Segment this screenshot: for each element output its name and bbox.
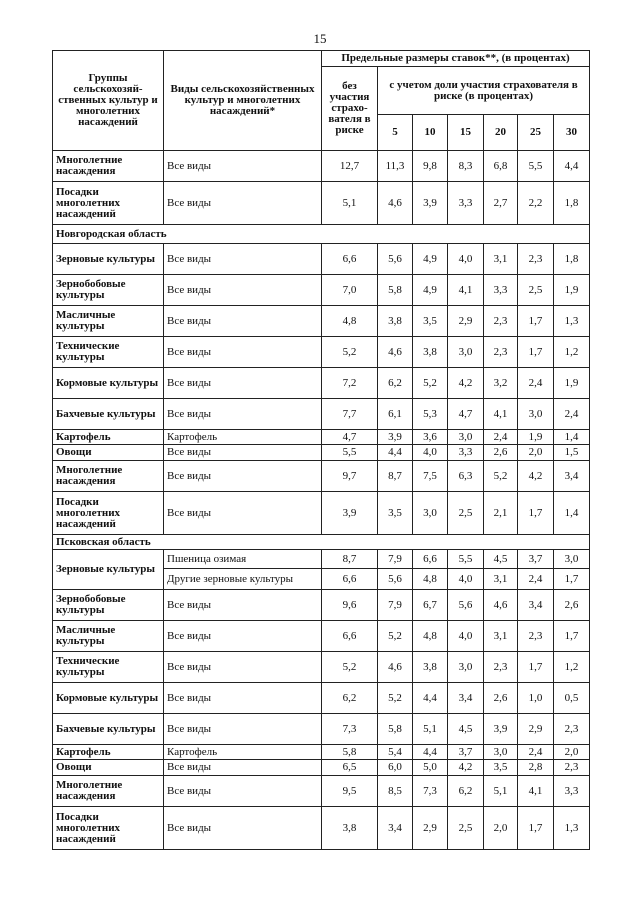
rate-value-cell: 8,5 — [378, 776, 413, 807]
rate-value-cell: 4,6 — [484, 590, 518, 621]
crop-kind-cell: Все виды — [164, 776, 322, 807]
rate-value-cell: 4,0 — [413, 445, 448, 461]
crop-group-cell: Посадки многолетних насаждений — [53, 492, 164, 535]
rate-value-cell: 3,8 — [378, 306, 413, 337]
rate-value-cell: 3,3 — [448, 182, 484, 225]
table-row — [53, 652, 590, 683]
rate-value-cell: 4,6 — [378, 182, 413, 225]
rate-value-cell: 1,8 — [554, 244, 590, 275]
rate-value-cell: 2,4 — [554, 399, 590, 430]
rate-value-cell: 3,9 — [484, 714, 518, 745]
rate-value-cell: 3,0 — [484, 745, 518, 760]
crop-kind-cell: Пшеница озимая — [164, 550, 322, 569]
rate-value-cell: 5,2 — [378, 621, 413, 652]
insurance-rates-table — [52, 50, 590, 850]
crop-group-cell: Картофель — [53, 745, 164, 760]
rate-value-cell: 4,0 — [448, 569, 484, 590]
crop-kind-cell: Все виды — [164, 652, 322, 683]
rate-value-cell: 5,2 — [484, 461, 518, 492]
crop-group-cell: Картофель — [53, 430, 164, 445]
rate-value-cell: 5,8 — [378, 275, 413, 306]
region-row — [53, 535, 590, 550]
rate-value-cell: 6,8 — [484, 151, 518, 182]
rate-value-cell: 5,2 — [413, 368, 448, 399]
header-kind-cell: Виды сельскохозяйственных культур и многолетних насаждений* — [164, 51, 322, 151]
rate-value-cell: 5,0 — [413, 760, 448, 776]
table-row — [53, 550, 590, 569]
rate-value-cell: 2,3 — [554, 714, 590, 745]
table-row — [53, 445, 590, 461]
rate-value-cell: 2,0 — [518, 445, 554, 461]
table-row — [53, 275, 590, 306]
rate-value-cell: 1,7 — [518, 306, 554, 337]
rate-value-cell: 4,4 — [554, 151, 590, 182]
table-row — [53, 430, 590, 445]
rate-value-cell: 8,7 — [378, 461, 413, 492]
rate-value-cell: 2,4 — [484, 430, 518, 445]
crop-group-cell: Бахчевые культуры — [53, 714, 164, 745]
rate-value-cell: 6,5 — [322, 760, 378, 776]
rate-value-cell: 2,0 — [484, 807, 518, 850]
rate-value-cell: 7,5 — [413, 461, 448, 492]
rate-value-cell: 4,1 — [448, 275, 484, 306]
crop-group-cell: Посадки многолетних насаждений — [53, 807, 164, 850]
table-row — [53, 745, 590, 760]
table-row — [53, 306, 590, 337]
crop-kind-cell: Все виды — [164, 760, 322, 776]
rate-value-cell: 3,8 — [413, 337, 448, 368]
crop-group-cell: Технические культуры — [53, 652, 164, 683]
rate-value-cell: 4,0 — [448, 621, 484, 652]
rate-value-cell: 8,7 — [322, 550, 378, 569]
crop-kind-cell: Все виды — [164, 399, 322, 430]
header-group-cell: Группы сельскохозяй-ственных культур и многолетних насаждений — [53, 51, 164, 151]
rate-value-cell: 4,8 — [322, 306, 378, 337]
rate-value-cell: 2,3 — [484, 337, 518, 368]
rate-value-cell: 3,9 — [322, 492, 378, 535]
table-row — [53, 807, 590, 850]
table-row — [53, 776, 590, 807]
rate-value-cell: 1,3 — [554, 807, 590, 850]
rate-value-cell: 3,1 — [484, 244, 518, 275]
rate-value-cell: 3,0 — [448, 430, 484, 445]
rate-value-cell: 5,4 — [378, 745, 413, 760]
rate-value-cell: 6,6 — [322, 569, 378, 590]
rate-value-cell: 7,7 — [322, 399, 378, 430]
rate-value-cell: 2,3 — [518, 621, 554, 652]
crop-kind-cell: Другие зерновые культуры — [164, 569, 322, 590]
rate-value-cell: 6,0 — [378, 760, 413, 776]
rate-value-cell: 6,6 — [322, 621, 378, 652]
table-row — [53, 492, 590, 535]
rate-value-cell: 3,5 — [378, 492, 413, 535]
crop-kind-cell: Все виды — [164, 306, 322, 337]
crop-kind-cell: Все виды — [164, 368, 322, 399]
crop-kind-cell: Все виды — [164, 714, 322, 745]
rate-value-cell: 2,3 — [518, 244, 554, 275]
crop-group-cell: Масличные культуры — [53, 621, 164, 652]
rate-value-cell: 3,9 — [413, 182, 448, 225]
rate-value-cell: 2,4 — [518, 569, 554, 590]
table-row — [53, 399, 590, 430]
rate-value-cell: 5,2 — [378, 683, 413, 714]
crop-kind-cell: Все виды — [164, 445, 322, 461]
rate-value-cell: 2,5 — [448, 492, 484, 535]
rate-value-cell: 3,8 — [322, 807, 378, 850]
rate-value-cell: 2,6 — [484, 445, 518, 461]
rate-value-cell: 1,8 — [554, 182, 590, 225]
rate-value-cell: 3,2 — [484, 368, 518, 399]
rate-value-cell: 6,7 — [413, 590, 448, 621]
region-name: Псковская область — [53, 535, 590, 550]
crop-kind-cell: Все виды — [164, 275, 322, 306]
table-row — [53, 621, 590, 652]
rate-value-cell: 7,9 — [378, 550, 413, 569]
rate-value-cell: 5,1 — [322, 182, 378, 225]
rate-value-cell: 5,3 — [413, 399, 448, 430]
table-row — [53, 590, 590, 621]
crop-kind-cell: Все виды — [164, 807, 322, 850]
table-row — [53, 461, 590, 492]
rate-value-cell: 3,4 — [554, 461, 590, 492]
rate-value-cell: 5,6 — [378, 244, 413, 275]
header-share-level: 25 — [518, 115, 554, 151]
rate-value-cell: 1,4 — [554, 492, 590, 535]
rate-value-cell: 2,4 — [518, 368, 554, 399]
region-row — [53, 225, 590, 244]
crop-group-cell: Кормовые культуры — [53, 368, 164, 399]
rate-value-cell: 4,7 — [448, 399, 484, 430]
rate-value-cell: 2,5 — [448, 807, 484, 850]
rate-value-cell: 5,8 — [322, 745, 378, 760]
rate-value-cell: 3,7 — [448, 745, 484, 760]
crop-group-cell: Зернобобовые культуры — [53, 275, 164, 306]
rate-value-cell: 1,0 — [518, 683, 554, 714]
table-row — [53, 683, 590, 714]
rate-value-cell: 1,4 — [554, 430, 590, 445]
crop-kind-cell: Все виды — [164, 621, 322, 652]
rate-value-cell: 1,7 — [554, 621, 590, 652]
rate-value-cell: 8,3 — [448, 151, 484, 182]
page-number: 15 — [313, 31, 327, 46]
rate-value-cell: 5,6 — [378, 569, 413, 590]
rate-value-cell: 5,1 — [484, 776, 518, 807]
rate-value-cell: 9,6 — [322, 590, 378, 621]
crop-kind-cell: Картофель — [164, 745, 322, 760]
rate-value-cell: 5,5 — [518, 151, 554, 182]
header-share-level: 20 — [484, 115, 518, 151]
rate-value-cell: 6,2 — [322, 683, 378, 714]
rate-value-cell: 2,2 — [518, 182, 554, 225]
region-name: Новгородская область — [53, 225, 590, 244]
rate-value-cell: 5,8 — [378, 714, 413, 745]
rate-value-cell: 4,2 — [448, 760, 484, 776]
rate-value-cell: 2,7 — [484, 182, 518, 225]
rate-value-cell: 6,6 — [413, 550, 448, 569]
rate-value-cell: 3,3 — [484, 275, 518, 306]
crop-kind-cell: Все виды — [164, 337, 322, 368]
rate-value-cell: 4,4 — [413, 683, 448, 714]
rate-value-cell: 3,4 — [448, 683, 484, 714]
rate-value-cell: 1,3 — [554, 306, 590, 337]
rate-value-cell: 7,3 — [322, 714, 378, 745]
crop-group-cell: Многолетние насаждения — [53, 461, 164, 492]
rate-value-cell: 3,1 — [484, 569, 518, 590]
rate-value-cell: 2,9 — [518, 714, 554, 745]
crop-kind-cell: Все виды — [164, 182, 322, 225]
rate-value-cell: 3,0 — [448, 652, 484, 683]
rate-value-cell: 11,3 — [378, 151, 413, 182]
header-share-level: 15 — [448, 115, 484, 151]
table-row — [53, 368, 590, 399]
rate-value-cell: 7,3 — [413, 776, 448, 807]
rate-value-cell: 1,9 — [518, 430, 554, 445]
rate-value-cell: 1,7 — [518, 337, 554, 368]
rate-value-cell: 1,2 — [554, 337, 590, 368]
rate-value-cell: 6,2 — [448, 776, 484, 807]
table-row — [53, 760, 590, 776]
crop-kind-cell: Все виды — [164, 683, 322, 714]
rate-value-cell: 7,9 — [378, 590, 413, 621]
rate-value-cell: 1,7 — [518, 652, 554, 683]
rate-value-cell: 2,1 — [484, 492, 518, 535]
header-with-participation: с учетом доли участия страхователя в риске (в процентах) — [378, 67, 590, 115]
rate-value-cell: 9,8 — [413, 151, 448, 182]
rate-value-cell: 4,1 — [484, 399, 518, 430]
rate-value-cell: 6,3 — [448, 461, 484, 492]
rate-value-cell: 4,2 — [518, 461, 554, 492]
rate-value-cell: 2,9 — [448, 306, 484, 337]
rate-value-cell: 4,2 — [448, 368, 484, 399]
rate-value-cell: 3,0 — [448, 337, 484, 368]
rate-value-cell: 4,4 — [413, 745, 448, 760]
rate-value-cell: 4,4 — [378, 445, 413, 461]
rate-value-cell: 2,3 — [484, 306, 518, 337]
crop-kind-cell: Все виды — [164, 492, 322, 535]
table-row — [53, 337, 590, 368]
rate-value-cell: 4,8 — [413, 621, 448, 652]
rate-value-cell: 2,4 — [518, 745, 554, 760]
crop-group-cell: Зерновые культуры — [53, 244, 164, 275]
rate-value-cell: 2,6 — [484, 683, 518, 714]
rate-value-cell: 7,2 — [322, 368, 378, 399]
rate-value-cell: 6,1 — [378, 399, 413, 430]
crop-group-cell: Кормовые культуры — [53, 683, 164, 714]
rate-value-cell: 1,9 — [554, 275, 590, 306]
rate-value-cell: 2,9 — [413, 807, 448, 850]
rate-value-cell: 6,6 — [322, 244, 378, 275]
crop-kind-cell: Все виды — [164, 244, 322, 275]
table-row — [53, 714, 590, 745]
crop-kind-cell: Все виды — [164, 461, 322, 492]
rate-value-cell: 1,7 — [554, 569, 590, 590]
rate-value-cell: 4,8 — [413, 569, 448, 590]
rate-value-cell: 3,5 — [413, 306, 448, 337]
rate-value-cell: 5,2 — [322, 337, 378, 368]
rate-value-cell: 4,6 — [378, 337, 413, 368]
crop-group-cell: Многолетние насаждения — [53, 151, 164, 182]
rate-value-cell: 3,4 — [378, 807, 413, 850]
header-rates-title: Предельные размеры ставок**, (в процентах) — [322, 51, 590, 67]
rate-value-cell: 3,3 — [448, 445, 484, 461]
rate-value-cell: 3,6 — [413, 430, 448, 445]
rate-value-cell: 3,9 — [378, 430, 413, 445]
rate-value-cell: 3,1 — [484, 621, 518, 652]
crop-kind-cell: Картофель — [164, 430, 322, 445]
rate-value-cell: 0,5 — [554, 683, 590, 714]
rate-value-cell: 2,6 — [554, 590, 590, 621]
rate-value-cell: 4,1 — [518, 776, 554, 807]
table-row — [53, 182, 590, 225]
crop-kind-cell: Все виды — [164, 151, 322, 182]
rate-value-cell: 9,5 — [322, 776, 378, 807]
rate-value-cell: 3,7 — [518, 550, 554, 569]
header-share-level: 30 — [554, 115, 590, 151]
crop-group-cell: Зернобобовые культуры — [53, 590, 164, 621]
crop-kind-cell: Все виды — [164, 590, 322, 621]
rate-value-cell: 2,8 — [518, 760, 554, 776]
rate-value-cell: 4,9 — [413, 275, 448, 306]
table-row — [53, 151, 590, 182]
rate-value-cell: 2,3 — [484, 652, 518, 683]
rate-value-cell: 4,5 — [448, 714, 484, 745]
rate-value-cell: 9,7 — [322, 461, 378, 492]
header-share-level: 5 — [378, 115, 413, 151]
rate-value-cell: 3,0 — [554, 550, 590, 569]
rate-value-cell: 2,3 — [554, 760, 590, 776]
crop-group-cell: Овощи — [53, 445, 164, 461]
rate-value-cell: 5,5 — [448, 550, 484, 569]
rate-value-cell: 3,0 — [413, 492, 448, 535]
rate-value-cell: 3,0 — [518, 399, 554, 430]
rate-value-cell: 3,8 — [413, 652, 448, 683]
rate-value-cell: 1,5 — [554, 445, 590, 461]
rate-value-cell: 2,5 — [518, 275, 554, 306]
rate-value-cell: 4,6 — [378, 652, 413, 683]
rate-value-cell: 5,2 — [322, 652, 378, 683]
rate-value-cell: 4,5 — [484, 550, 518, 569]
rate-value-cell: 3,4 — [518, 590, 554, 621]
rate-value-cell: 12,7 — [322, 151, 378, 182]
header-row-1 — [53, 51, 590, 67]
rate-value-cell: 1,2 — [554, 652, 590, 683]
rate-value-cell: 7,0 — [322, 275, 378, 306]
rate-value-cell: 3,3 — [554, 776, 590, 807]
rate-value-cell: 2,0 — [554, 745, 590, 760]
rate-value-cell: 1,7 — [518, 807, 554, 850]
crop-group-cell: Овощи — [53, 760, 164, 776]
rate-value-cell: 1,7 — [518, 492, 554, 535]
table-row — [53, 244, 590, 275]
crop-group-cell: Технические культуры — [53, 337, 164, 368]
rate-value-cell: 5,5 — [322, 445, 378, 461]
rate-value-cell: 4,0 — [448, 244, 484, 275]
rate-value-cell: 6,2 — [378, 368, 413, 399]
rate-value-cell: 4,9 — [413, 244, 448, 275]
header-no-participation: без участия страхо-вателя в риске — [322, 67, 378, 151]
rate-value-cell: 4,7 — [322, 430, 378, 445]
crop-group-cell: Посадки многолетних насаждений — [53, 182, 164, 225]
rate-value-cell: 3,5 — [484, 760, 518, 776]
crop-group-cell: Бахчевые культуры — [53, 399, 164, 430]
rate-value-cell: 5,6 — [448, 590, 484, 621]
rate-value-cell: 1,9 — [554, 368, 590, 399]
header-share-level: 10 — [413, 115, 448, 151]
crop-group-cell: Многолетние насаждения — [53, 776, 164, 807]
crop-group-cell: Зерновые культуры — [53, 550, 164, 590]
crop-group-cell: Масличные культуры — [53, 306, 164, 337]
rate-value-cell: 5,1 — [413, 714, 448, 745]
